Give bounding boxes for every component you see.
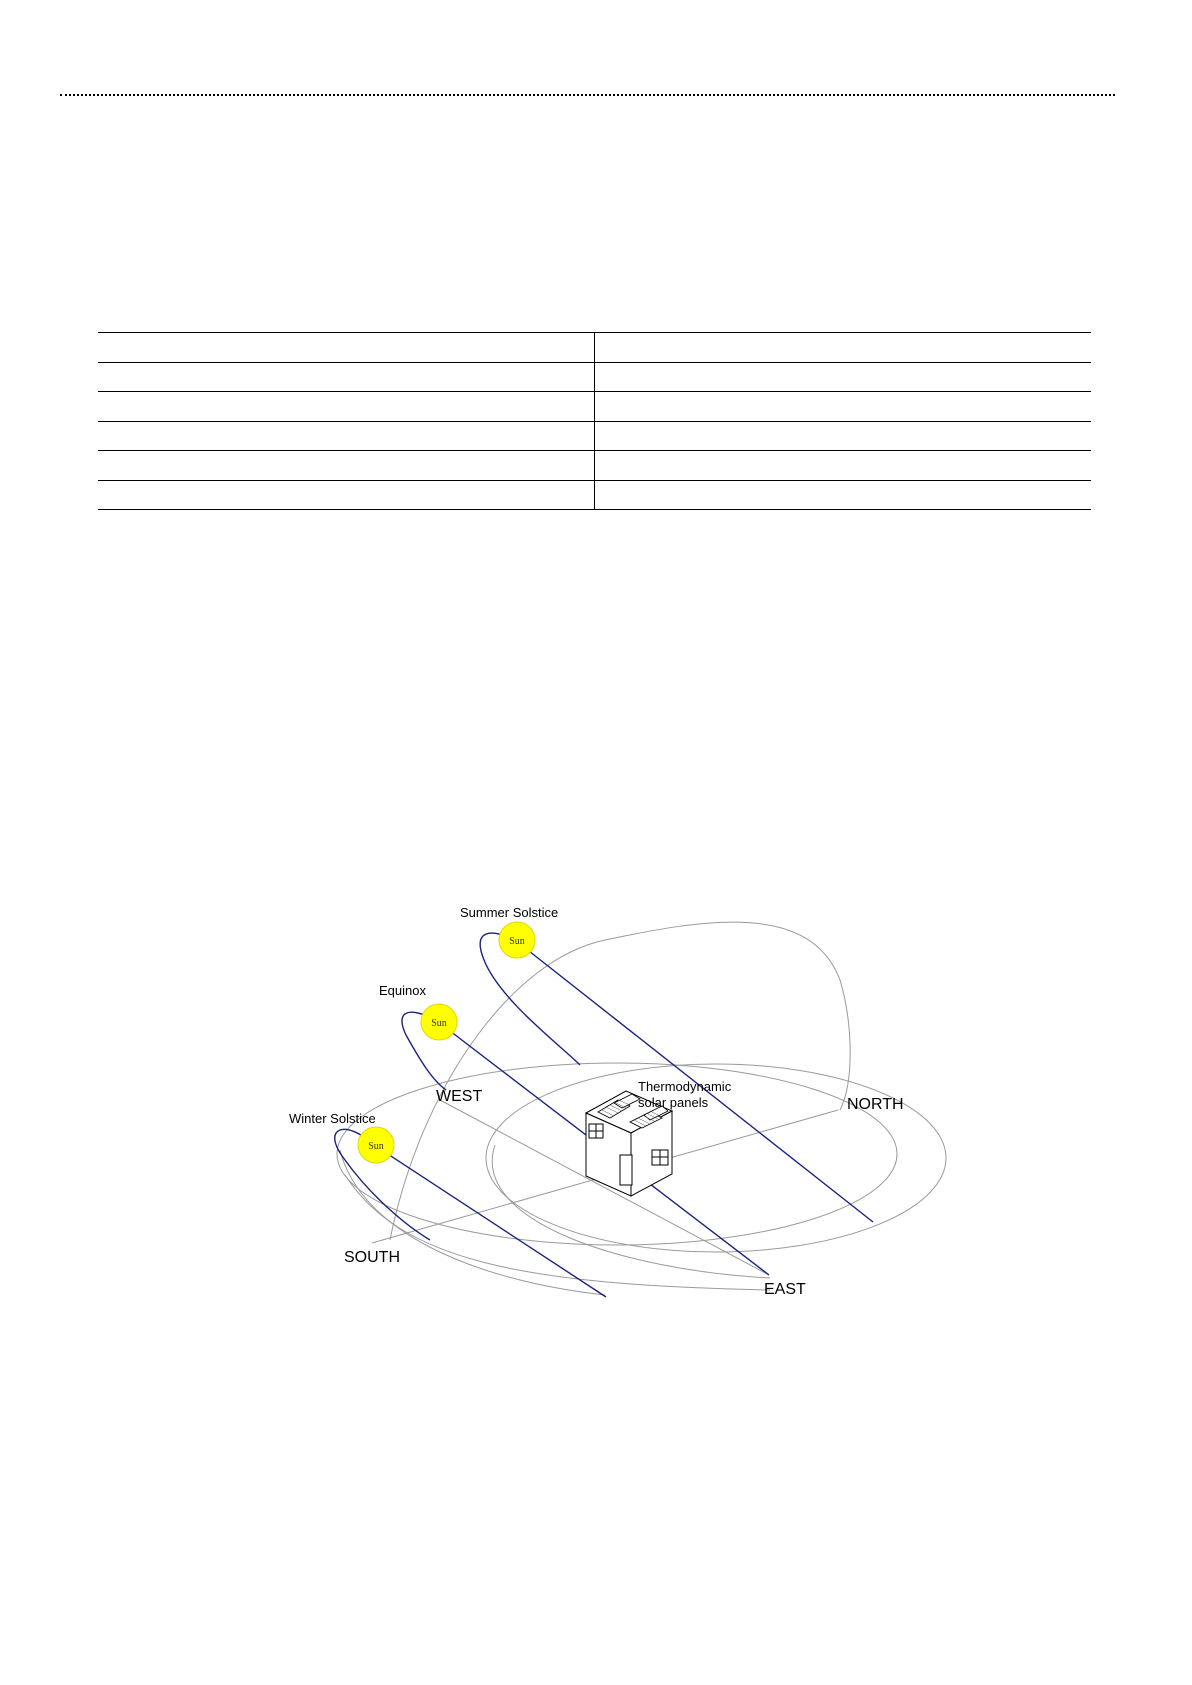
- sun-winter-label: Sun: [368, 1141, 384, 1152]
- sun-summer-label: Sun: [509, 936, 525, 947]
- low-arc-1: [340, 1150, 605, 1295]
- sun-winter: [358, 1127, 394, 1163]
- sun-equinox: [421, 1004, 457, 1040]
- south-label: SOUTH: [344, 1249, 400, 1266]
- winter-solstice-label: Winter Solstice: [289, 1111, 376, 1126]
- winter-path: [374, 1145, 606, 1297]
- house-label-line2: solar panels: [638, 1095, 709, 1110]
- sun-summer: [499, 922, 535, 958]
- dome-arc: [390, 922, 850, 1240]
- north-label: NORTH: [847, 1096, 904, 1113]
- house-door: [620, 1155, 632, 1185]
- house-label-line1: Thermodynamic: [638, 1079, 732, 1094]
- equinox-label: Equinox: [379, 983, 426, 998]
- east-label: EAST: [764, 1281, 806, 1298]
- sun-equinox-label: Sun: [431, 1018, 447, 1029]
- west-label: WEST: [436, 1088, 483, 1105]
- summer-solstice-label: Summer Solstice: [460, 905, 559, 920]
